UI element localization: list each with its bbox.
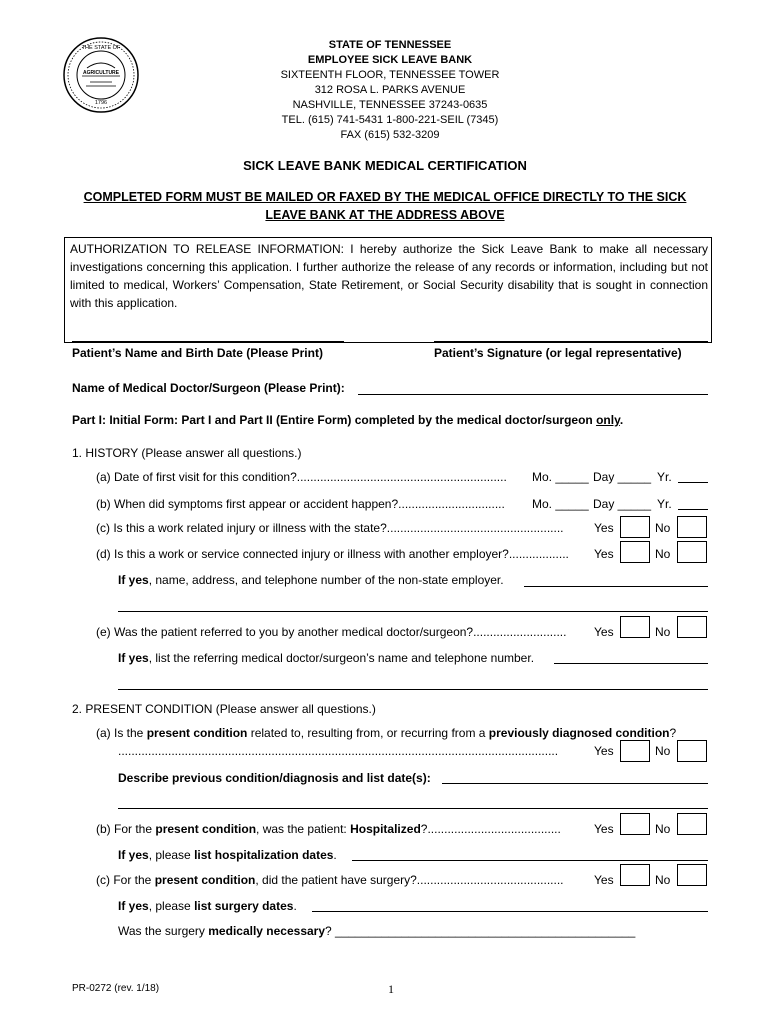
present-b-bold1: present condition [155, 822, 257, 836]
present-a-yes-checkbox[interactable] [620, 740, 650, 762]
part1-prefix: Part I: Initial Form: Part I and Part II (Entire Form) completed by the medical doctor/surgeon [72, 413, 597, 427]
history-b-label: (b) When did symptoms first appear or accident happen? [96, 497, 399, 511]
history-b-mo[interactable]: Mo. _____ [532, 497, 589, 511]
present-a-post: ? [669, 726, 677, 740]
org-line-city: NASHVILLE, TENNESSEE 37243-0635 [292, 99, 488, 111]
tennessee-state-seal [62, 36, 140, 114]
present-surgery-necessary [118, 924, 635, 938]
history-b-yr: Yr. [657, 497, 672, 511]
part1-instruction [72, 413, 623, 427]
history-d-no-checkbox[interactable] [677, 541, 707, 563]
patient-signature-line[interactable] [434, 341, 708, 342]
doctor-name-label: Name of Medical Doctor/Surgeon (Please Print): [72, 381, 345, 395]
present-b-no-label: No [655, 822, 671, 836]
org-line-bank: EMPLOYEE SICK LEAVE BANK [307, 54, 473, 66]
history-d-if-yes [118, 573, 504, 587]
present-b-mid: , was the patient: [256, 822, 351, 836]
present-a-yes-label: Yes [594, 744, 614, 758]
present-b-pre: (b) For the [96, 822, 156, 836]
present-a-dots: .................................................................................................................................... [118, 744, 559, 758]
part1-suffix: . [619, 413, 624, 427]
history-b-question [96, 497, 505, 511]
history-a-question [96, 470, 507, 484]
history-e-referring-line-2[interactable] [118, 689, 708, 690]
present-c-yes-checkbox[interactable] [620, 864, 650, 886]
present-a-question [96, 726, 676, 740]
history-d-yes-checkbox[interactable] [620, 541, 650, 563]
org-line-floor: SIXTEENTH FLOOR, TENNESSEE TOWER [280, 69, 500, 81]
history-e-yes-label: Yes [594, 625, 614, 639]
present-a-no-checkbox[interactable] [677, 740, 707, 762]
present-b-bold2: Hospitalized [350, 822, 421, 836]
page-number: 1 [388, 982, 394, 996]
present-describe-line-2[interactable] [118, 808, 708, 809]
history-e-question [96, 625, 566, 639]
present-b-if-yes-bold: If yes [118, 848, 149, 862]
history-d-employer-line-2[interactable] [118, 611, 708, 612]
history-c-dots: ..................................................... [386, 521, 564, 535]
seal-text-bottom: 1796 [94, 100, 108, 106]
present-c-if-yes-bold: If yes [118, 899, 149, 913]
form-title: SICK LEAVE BANK MEDICAL CERTIFICATION [243, 158, 527, 173]
patient-name-line[interactable] [72, 341, 344, 342]
present-b-if-yes-mid: , please [148, 848, 195, 862]
history-e-if-yes-bold: If yes [118, 651, 149, 665]
present-c-pre: (c) For the [96, 873, 155, 887]
present-surgery-pre: Was the surgery [118, 924, 209, 938]
present-a-no-label: No [655, 744, 671, 758]
history-e-dots: ............................ [473, 625, 567, 639]
history-c-no-label: No [655, 521, 671, 535]
history-a-mo[interactable]: Mo. _____ [532, 470, 589, 484]
history-c-yes-label: Yes [594, 521, 614, 535]
history-d-label: (d) Is this a work or service connected injury or illness with another employer? [96, 547, 509, 561]
org-line-fax: FAX (615) 532-3209 [340, 129, 440, 141]
present-c-bold1: present condition [154, 873, 256, 887]
doctor-name-line[interactable] [358, 394, 708, 395]
present-b-dots: ........................................ [427, 822, 561, 836]
present-b-post: ? [420, 822, 428, 836]
history-a-yr: Yr. [657, 470, 672, 484]
present-c-no-label: No [655, 873, 671, 887]
history-e-yes-checkbox[interactable] [620, 616, 650, 638]
present-b-dates-line[interactable] [352, 860, 708, 861]
history-d-if-yes-bold: If yes [118, 573, 149, 587]
present-surgery-post[interactable]: ? _____________________________________________ [325, 924, 636, 938]
seal-text-top: THE STATE OF [81, 45, 121, 51]
present-c-dots: ............................................ [416, 873, 564, 887]
form-id: PR-0272 (rev. 1/18) [72, 983, 160, 994]
part1-only: only [596, 413, 620, 427]
history-d-if-yes-rest: , name, address, and telephone number of the non-state employer. [148, 573, 504, 587]
history-d-question [96, 547, 569, 561]
history-b-dots: ................................ [398, 497, 505, 511]
history-d-dots: .................. [508, 547, 569, 561]
present-b-no-checkbox[interactable] [677, 813, 707, 835]
history-heading: 1. HISTORY (Please answer all questions.) [72, 446, 302, 460]
history-e-if-yes-rest: , list the referring medical doctor/surgeon’s name and telephone number. [148, 651, 535, 665]
present-heading: 2. PRESENT CONDITION (Please answer all questions.) [72, 702, 376, 716]
present-a-bold2: previously diagnosed condition [488, 726, 670, 740]
history-a-label: (a) Date of first visit for this condition? [96, 470, 297, 484]
history-b-yr-line[interactable] [678, 509, 708, 510]
history-e-referring-line-1[interactable] [554, 663, 708, 664]
org-line-state: STATE OF TENNESSEE [328, 39, 452, 51]
present-b-question [96, 822, 561, 836]
instruction-line-2: LEAVE BANK AT THE ADDRESS ABOVE [265, 208, 505, 222]
history-d-yes-label: Yes [594, 547, 614, 561]
history-e-no-checkbox[interactable] [677, 616, 707, 638]
instruction-line-1: COMPLETED FORM MUST BE MAILED OR FAXED BY THE MEDICAL OFFICE DIRECTLY TO THE SICK [83, 190, 687, 204]
history-a-day[interactable]: Day _____ [593, 470, 652, 484]
authorization-text: AUTHORIZATION TO RELEASE INFORMATION: I hereby authorize the Sick Leave Bank to make all necessary investigations concerning this application. I further authorize the release of any records or information, including but not limited to medical, Workers’ Compensation, State Retirement, or Social Security disability that is sought in connection with this application. [70, 242, 708, 310]
history-e-if-yes [118, 651, 534, 665]
history-d-employer-line-1[interactable] [524, 586, 708, 587]
org-line-street: 312 ROSA L. PARKS AVENUE [314, 84, 466, 96]
present-c-if-yes-dates: list surgery dates [194, 899, 294, 913]
history-c-question [96, 521, 563, 535]
present-c-no-checkbox[interactable] [677, 864, 707, 886]
present-a-mid: related to, resulting from, or recurring from a [247, 726, 489, 740]
present-c-dates-line[interactable] [312, 911, 708, 912]
present-a-pre: (a) Is the [96, 726, 147, 740]
present-b-if-yes-dates: list hospitalization dates [194, 848, 334, 862]
present-c-if-yes-mid: , please [148, 899, 195, 913]
org-line-phone: TEL. (615) 741-5431 1-800-221-SEIL (7345) [281, 114, 499, 126]
present-c-if-yes [118, 899, 297, 913]
history-c-label: (c) Is this a work related injury or illness with the state? [96, 521, 387, 535]
history-b-day[interactable]: Day _____ [593, 497, 652, 511]
seal-text-mid: AGRICULTURE [82, 70, 120, 76]
present-describe-label: Describe previous condition/diagnosis and list date(s): [118, 771, 431, 785]
patient-name-label: Patient’s Name and Birth Date (Please Print) [72, 346, 323, 360]
history-a-dots: ............................................................... [296, 470, 507, 484]
present-b-yes-label: Yes [594, 822, 614, 836]
present-c-if-yes-period: . [293, 899, 297, 913]
present-b-if-yes-period: . [333, 848, 337, 862]
present-a-bold1: present condition [146, 726, 248, 740]
patient-signature-label: Patient’s Signature (or legal representative) [434, 346, 682, 360]
history-e-label: (e) Was the patient referred to you by another medical doctor/surgeon? [96, 625, 474, 639]
present-c-mid: , did the patient have surgery? [255, 873, 417, 887]
present-surgery-bold: medically necessary [208, 924, 326, 938]
history-c-no-checkbox[interactable] [677, 516, 707, 538]
present-c-yes-label: Yes [594, 873, 614, 887]
history-e-no-label: No [655, 625, 671, 639]
present-describe-line-1[interactable] [442, 783, 708, 784]
present-b-if-yes [118, 848, 337, 862]
history-d-no-label: No [655, 547, 671, 561]
present-b-yes-checkbox[interactable] [620, 813, 650, 835]
history-a-yr-line[interactable] [678, 482, 708, 483]
history-c-yes-checkbox[interactable] [620, 516, 650, 538]
present-c-question [96, 873, 564, 887]
